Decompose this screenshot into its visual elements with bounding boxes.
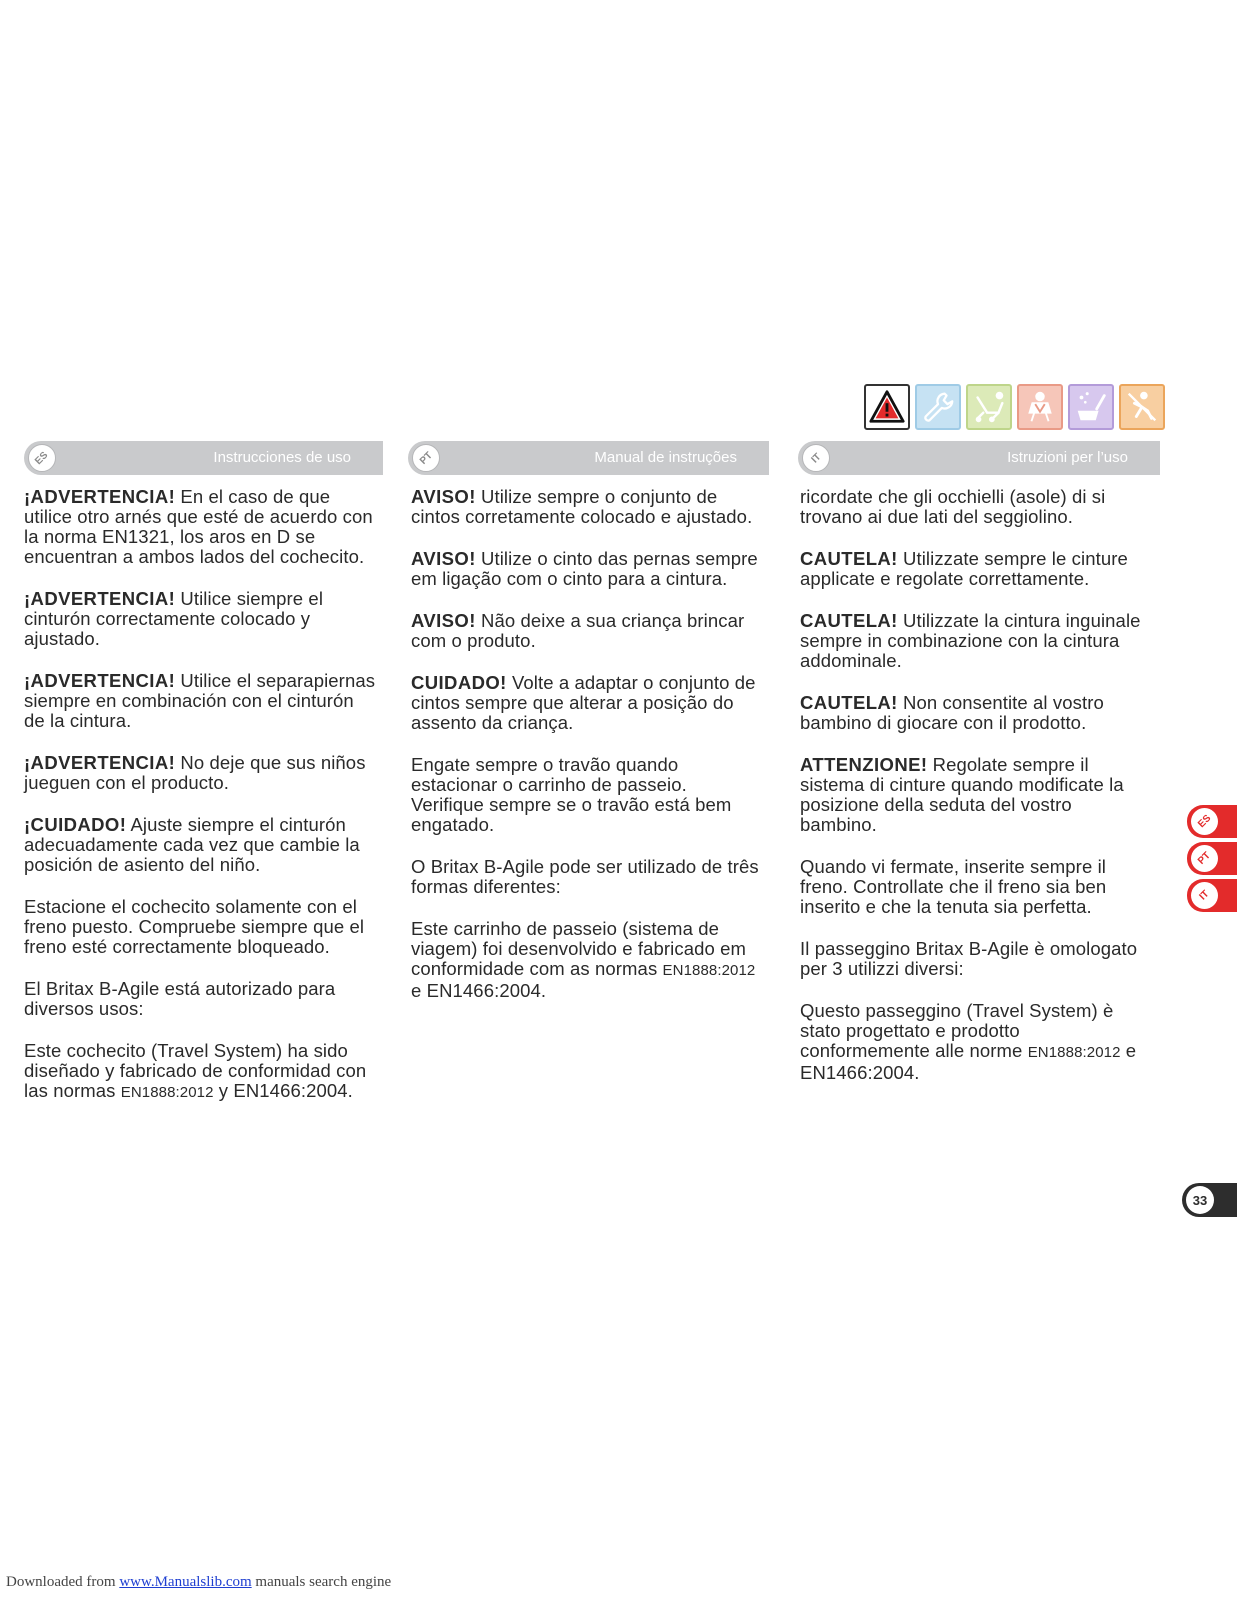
- paragraph: ¡ADVERTENCIA! Utilice siempre el cinturón correctamente colocado y ajustado.: [24, 588, 324, 649]
- paragraph: O Britax B-Agile pode ser utilizado de três formas diferentes:: [411, 856, 759, 897]
- paragraph: ATTENZIONE! Regolate sempre il sistema di cinture quando modificate la posizione della seduta del vostro bambino.: [800, 754, 1124, 835]
- section-title-es: Instrucciones de uso: [213, 449, 351, 466]
- side-tab-es[interactable]: ES: [1187, 805, 1237, 838]
- paragraph: Engate sempre o travão quando estacionar o carrinho de passeio. Verifique sempre se o travão está bem engatado.: [411, 754, 732, 835]
- paragraph: AVISO! Utilize sempre o conjunto de cintos corretamente colocado e ajustado.: [411, 486, 753, 527]
- paragraph: ¡ADVERTENCIA! Utilice el separapiernas siempre en combinación con el cinturón de la cintura.: [24, 670, 376, 731]
- download-footer: Downloaded from www.Manualslib.com manuals search engine: [6, 1574, 392, 1590]
- paragraph: Questo passeggino (Travel System) è stato progettato e prodotto conformemente alle norme EN1888:2012 e EN1466:2004.: [800, 1000, 1137, 1083]
- column-it: [800, 487, 1146, 1105]
- manualslib-link[interactable]: www.Manualslib.com: [119, 1574, 252, 1590]
- paragraph: Estacione el cochecito solamente con el freno puesto. Compruebe siempre que el freno esté correctamente bloqueado.: [24, 896, 365, 957]
- language-badge-pt: PT: [412, 444, 440, 472]
- paragraph: Quando vi fermate, inserite sempre il freno. Controllate che il freno sia ben inserito e che la tenuta sia perfetta.: [800, 856, 1107, 917]
- warning-triangle-icon: [864, 384, 910, 430]
- paragraph: ¡CUIDADO! Ajuste siempre el cinturón adecuadamente cada vez que cambie la posición de asiento del niño.: [24, 814, 360, 875]
- no-child-play-icon: [1119, 384, 1165, 430]
- section-header-it: [798, 441, 1160, 475]
- side-tab-it[interactable]: IT: [1187, 879, 1237, 912]
- icon-strip: [864, 384, 1165, 430]
- paragraph: Il passeggino Britax B-Agile è omologato per 3 utilizzi diversi:: [800, 938, 1138, 979]
- page-number: 33: [1186, 1186, 1214, 1214]
- stroller-icon: [966, 384, 1012, 430]
- section-header-es: [24, 441, 383, 475]
- side-tab-pt[interactable]: PT: [1187, 842, 1237, 875]
- section-title-pt: Manual de instruções: [594, 449, 737, 466]
- paragraph: CAUTELA! Non consentite al vostro bambino di giocare con il prodotto.: [800, 692, 1104, 733]
- child-harness-icon: [1017, 384, 1063, 430]
- column-es: [24, 487, 376, 1125]
- paragraph: ricordate che gli occhielli (asole) di si trovano ai due lati del seggiolino.: [800, 486, 1106, 527]
- cleaning-icon: [1068, 384, 1114, 430]
- wrench-tools-icon: [915, 384, 961, 430]
- paragraph: Este carrinho de passeio (sistema de viagem) foi desenvolvido e fabricado em conformidade com as normas EN1888:2012 e EN1466:2004.: [411, 918, 756, 1001]
- section-title-it: Istruzioni per l’uso: [1007, 449, 1128, 466]
- paragraph: CAUTELA! Utilizzate la cintura inguinale sempre in combinazione con la cintura addominale.: [800, 610, 1141, 671]
- paragraph: AVISO! Utilize o cinto das pernas sempre em ligação com o cinto para a cintura.: [411, 548, 758, 589]
- paragraph: El Britax B-Agile está autorizado para diversos usos:: [24, 978, 336, 1019]
- paragraph: AVISO! Não deixe a sua criança brincar com o produto.: [411, 610, 745, 651]
- paragraph: ¡ADVERTENCIA! En el caso de que utilice otro arnés que esté de acuerdo con la norma EN1321, los aros en D se encuentran a ambos lados del cochecito.: [24, 486, 373, 567]
- paragraph: CUIDADO! Volte a adaptar o conjunto de cintos sempre que alterar a posição do assento da criança.: [411, 672, 756, 733]
- language-badge-es: ES: [28, 444, 56, 472]
- language-side-tabs: [1187, 805, 1237, 916]
- language-badge-it: IT: [802, 444, 830, 472]
- section-header-pt: [408, 441, 769, 475]
- paragraph: CAUTELA! Utilizzate sempre le cinture applicate e regolate correttamente.: [800, 548, 1128, 589]
- page-number-badge: [1182, 1183, 1237, 1217]
- paragraph: ¡ADVERTENCIA! No deje que sus niños jueguen con el producto.: [24, 752, 366, 793]
- column-pt: [411, 487, 761, 1023]
- paragraph: Este cochecito (Travel System) ha sido diseñado y fabricado de conformidad con las normas EN1888:2012 y EN1466:2004.: [24, 1040, 367, 1101]
